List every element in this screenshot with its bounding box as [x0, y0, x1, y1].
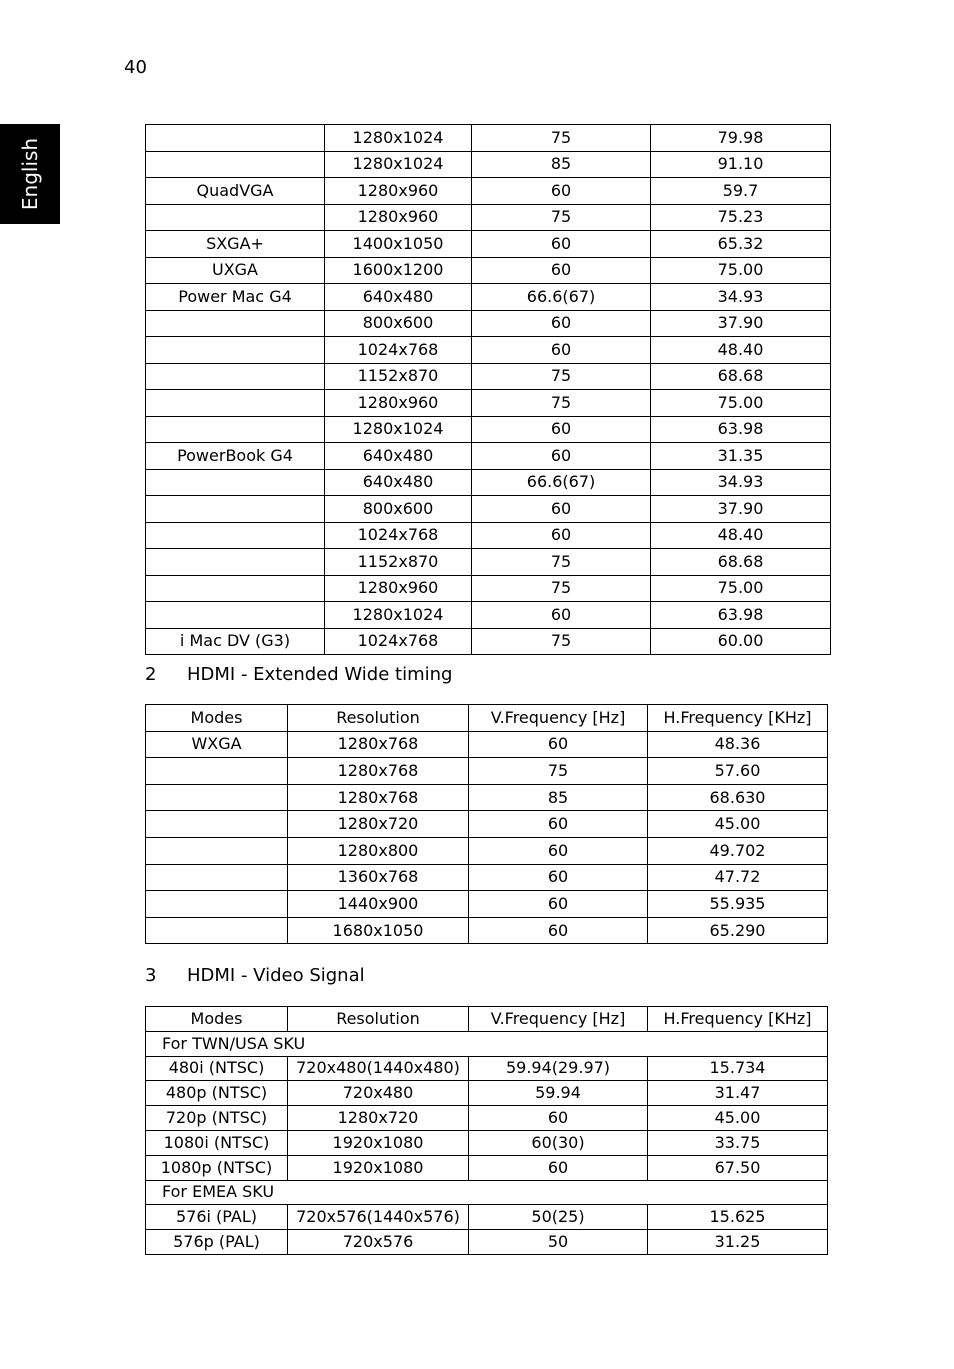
v-frequency-cell: 60 [472, 416, 651, 443]
mode-cell: 576p (PAL) [146, 1230, 288, 1255]
resolution-cell: 1280x720 [288, 1106, 469, 1131]
h-frequency-cell: 34.93 [651, 284, 831, 311]
page-number: 40 [124, 57, 147, 78]
h-frequency-cell: 68.68 [651, 549, 831, 576]
language-side-tab-label: English [18, 137, 42, 211]
v-frequency-cell: 75 [472, 125, 651, 152]
table-row [146, 1230, 828, 1255]
resolution-cell: 1280x1024 [325, 602, 472, 629]
resolution-cell: 640x480 [325, 284, 472, 311]
resolution-cell: 1600x1200 [325, 257, 472, 284]
h-frequency-cell: 60.00 [651, 628, 831, 655]
mode-cell [146, 602, 325, 629]
column-header: V.Frequency [Hz] [469, 1007, 648, 1032]
table-row [146, 151, 831, 178]
h-frequency-cell: 45.00 [648, 1106, 828, 1131]
v-frequency-cell: 59.94(29.97) [469, 1056, 648, 1081]
resolution-cell: 640x480 [325, 443, 472, 470]
hdmi-extended-wide-timing-table [145, 704, 828, 944]
v-frequency-cell: 60 [472, 496, 651, 523]
mode-cell: 720p (NTSC) [146, 1106, 288, 1131]
v-frequency-cell: 66.6(67) [472, 284, 651, 311]
sku-group-label: For EMEA SKU [146, 1180, 828, 1205]
resolution-cell: 1680x1050 [288, 917, 469, 944]
column-header: Resolution [288, 1007, 469, 1032]
h-frequency-cell: 31.25 [648, 1230, 828, 1255]
column-header: H.Frequency [KHz] [648, 705, 828, 732]
v-frequency-cell: 75 [472, 628, 651, 655]
mode-cell: 1080i (NTSC) [146, 1130, 288, 1155]
mode-cell [146, 837, 288, 864]
v-frequency-cell: 60 [472, 310, 651, 337]
resolution-cell: 1280x1024 [325, 416, 472, 443]
h-frequency-cell: 91.10 [651, 151, 831, 178]
h-frequency-cell: 15.734 [648, 1056, 828, 1081]
mode-cell [146, 310, 325, 337]
v-frequency-cell: 75 [472, 204, 651, 231]
mode-cell: Power Mac G4 [146, 284, 325, 311]
h-frequency-cell: 15.625 [648, 1205, 828, 1230]
table-row [146, 363, 831, 390]
resolution-cell: 1024x768 [325, 522, 472, 549]
resolution-cell: 1280x1024 [325, 125, 472, 152]
v-frequency-cell: 60 [469, 731, 648, 758]
v-frequency-cell: 75 [469, 758, 648, 785]
mode-cell [146, 758, 288, 785]
column-header: Modes [146, 1007, 288, 1032]
h-frequency-cell: 48.40 [651, 337, 831, 364]
h-frequency-cell: 67.50 [648, 1155, 828, 1180]
mode-cell [146, 469, 325, 496]
table-row [146, 864, 828, 891]
section-3-heading [145, 965, 365, 986]
mode-cell: WXGA [146, 731, 288, 758]
v-frequency-cell: 85 [472, 151, 651, 178]
mode-cell: i Mac DV (G3) [146, 628, 325, 655]
mode-cell: PowerBook G4 [146, 443, 325, 470]
h-frequency-cell: 65.290 [648, 917, 828, 944]
section-2-number: 2 [145, 664, 157, 685]
table-row [146, 1106, 828, 1131]
column-header: H.Frequency [KHz] [648, 1007, 828, 1032]
mode-cell [146, 891, 288, 918]
h-frequency-cell: 75.00 [651, 257, 831, 284]
column-header: V.Frequency [Hz] [469, 705, 648, 732]
section-2-heading [145, 664, 452, 685]
v-frequency-cell: 75 [472, 363, 651, 390]
v-frequency-cell: 60 [472, 257, 651, 284]
resolution-cell: 640x480 [325, 469, 472, 496]
mode-cell [146, 125, 325, 152]
resolution-cell: 1440x900 [288, 891, 469, 918]
sku-group-label: For TWN/USA SKU [146, 1031, 828, 1056]
resolution-cell: 720x576 [288, 1230, 469, 1255]
table-header-row [146, 1007, 828, 1032]
resolution-cell: 1280x768 [288, 784, 469, 811]
h-frequency-cell: 47.72 [648, 864, 828, 891]
h-frequency-cell: 48.40 [651, 522, 831, 549]
column-header: Resolution [288, 705, 469, 732]
section-3-title: HDMI - Video Signal [187, 965, 365, 986]
h-frequency-cell: 57.60 [648, 758, 828, 785]
h-frequency-cell: 75.00 [651, 390, 831, 417]
mode-cell [146, 416, 325, 443]
sku-group-row [146, 1180, 828, 1205]
h-frequency-cell: 49.702 [648, 837, 828, 864]
v-frequency-cell: 60 [469, 1106, 648, 1131]
resolution-cell: 1920x1080 [288, 1130, 469, 1155]
v-frequency-cell: 60 [472, 522, 651, 549]
table-row [146, 125, 831, 152]
resolution-cell: 1360x768 [288, 864, 469, 891]
h-frequency-cell: 31.47 [648, 1081, 828, 1106]
table-row [146, 231, 831, 258]
mode-cell: 480i (NTSC) [146, 1056, 288, 1081]
mode-cell [146, 363, 325, 390]
table-row [146, 917, 828, 944]
h-frequency-cell: 63.98 [651, 602, 831, 629]
table-row [146, 1205, 828, 1230]
section-3-number: 3 [145, 965, 157, 986]
v-frequency-cell: 60 [472, 231, 651, 258]
mode-cell [146, 784, 288, 811]
h-frequency-cell: 34.93 [651, 469, 831, 496]
table-row [146, 575, 831, 602]
v-frequency-cell: 60 [472, 602, 651, 629]
h-frequency-cell: 63.98 [651, 416, 831, 443]
hdmi-video-signal-table [145, 1006, 828, 1255]
h-frequency-cell: 31.35 [651, 443, 831, 470]
v-frequency-cell: 60 [469, 811, 648, 838]
resolution-cell: 800x600 [325, 496, 472, 523]
mode-cell [146, 390, 325, 417]
v-frequency-cell: 50 [469, 1230, 648, 1255]
v-frequency-cell: 60 [469, 917, 648, 944]
table-row [146, 390, 831, 417]
table-row [146, 1155, 828, 1180]
resolution-cell: 1400x1050 [325, 231, 472, 258]
table-header-row [146, 705, 828, 732]
h-frequency-cell: 55.935 [648, 891, 828, 918]
language-side-tab [0, 124, 60, 224]
mode-cell: 1080p (NTSC) [146, 1155, 288, 1180]
table-row [146, 628, 831, 655]
table-row [146, 416, 831, 443]
v-frequency-cell: 60 [472, 443, 651, 470]
table-row [146, 549, 831, 576]
resolution-cell: 800x600 [325, 310, 472, 337]
mode-cell [146, 522, 325, 549]
table-row [146, 337, 831, 364]
v-frequency-cell: 60(30) [469, 1130, 648, 1155]
table-row [146, 178, 831, 205]
table-row [146, 1081, 828, 1106]
h-frequency-cell: 33.75 [648, 1130, 828, 1155]
mode-cell [146, 151, 325, 178]
table-row [146, 310, 831, 337]
table-row [146, 443, 831, 470]
table-row [146, 257, 831, 284]
table-row [146, 496, 831, 523]
mode-cell [146, 496, 325, 523]
resolution-cell: 720x480(1440x480) [288, 1056, 469, 1081]
v-frequency-cell: 60 [472, 337, 651, 364]
v-frequency-cell: 59.94 [469, 1081, 648, 1106]
h-frequency-cell: 59.7 [651, 178, 831, 205]
mode-cell: UXGA [146, 257, 325, 284]
v-frequency-cell: 60 [469, 864, 648, 891]
resolution-cell: 1280x768 [288, 731, 469, 758]
v-frequency-cell: 75 [472, 575, 651, 602]
table-row [146, 204, 831, 231]
resolution-cell: 1280x1024 [325, 151, 472, 178]
table-row [146, 784, 828, 811]
resolution-cell: 1152x870 [325, 549, 472, 576]
v-frequency-cell: 60 [469, 837, 648, 864]
h-frequency-cell: 68.630 [648, 784, 828, 811]
mac-timing-table [145, 124, 831, 655]
v-frequency-cell: 75 [472, 549, 651, 576]
table-row [146, 1130, 828, 1155]
h-frequency-cell: 37.90 [651, 310, 831, 337]
resolution-cell: 1024x768 [325, 628, 472, 655]
v-frequency-cell: 85 [469, 784, 648, 811]
h-frequency-cell: 75.00 [651, 575, 831, 602]
table-row [146, 837, 828, 864]
table-row [146, 731, 828, 758]
v-frequency-cell: 60 [472, 178, 651, 205]
resolution-cell: 1280x960 [325, 204, 472, 231]
resolution-cell: 1280x720 [288, 811, 469, 838]
mode-cell [146, 575, 325, 602]
resolution-cell: 1280x960 [325, 575, 472, 602]
v-frequency-cell: 50(25) [469, 1205, 648, 1230]
table-row [146, 522, 831, 549]
h-frequency-cell: 48.36 [648, 731, 828, 758]
mode-cell: QuadVGA [146, 178, 325, 205]
section-2-title: HDMI - Extended Wide timing [187, 664, 453, 685]
h-frequency-cell: 37.90 [651, 496, 831, 523]
mode-cell [146, 917, 288, 944]
h-frequency-cell: 79.98 [651, 125, 831, 152]
mode-cell [146, 864, 288, 891]
mode-cell [146, 337, 325, 364]
h-frequency-cell: 65.32 [651, 231, 831, 258]
resolution-cell: 1280x960 [325, 390, 472, 417]
table-row [146, 1056, 828, 1081]
column-header: Modes [146, 705, 288, 732]
h-frequency-cell: 68.68 [651, 363, 831, 390]
v-frequency-cell: 60 [469, 891, 648, 918]
table-row [146, 469, 831, 496]
resolution-cell: 1024x768 [325, 337, 472, 364]
mode-cell [146, 549, 325, 576]
table-row [146, 891, 828, 918]
resolution-cell: 720x480 [288, 1081, 469, 1106]
mode-cell [146, 811, 288, 838]
table-row [146, 758, 828, 785]
mode-cell: SXGA+ [146, 231, 325, 258]
v-frequency-cell: 75 [472, 390, 651, 417]
resolution-cell: 1280x960 [325, 178, 472, 205]
table-row [146, 284, 831, 311]
mode-cell [146, 204, 325, 231]
table-row [146, 811, 828, 838]
resolution-cell: 1920x1080 [288, 1155, 469, 1180]
table-row [146, 602, 831, 629]
v-frequency-cell: 60 [469, 1155, 648, 1180]
resolution-cell: 720x576(1440x576) [288, 1205, 469, 1230]
v-frequency-cell: 66.6(67) [472, 469, 651, 496]
resolution-cell: 1280x768 [288, 758, 469, 785]
h-frequency-cell: 75.23 [651, 204, 831, 231]
sku-group-row [146, 1031, 828, 1056]
mode-cell: 480p (NTSC) [146, 1081, 288, 1106]
resolution-cell: 1280x800 [288, 837, 469, 864]
h-frequency-cell: 45.00 [648, 811, 828, 838]
resolution-cell: 1152x870 [325, 363, 472, 390]
mode-cell: 576i (PAL) [146, 1205, 288, 1230]
